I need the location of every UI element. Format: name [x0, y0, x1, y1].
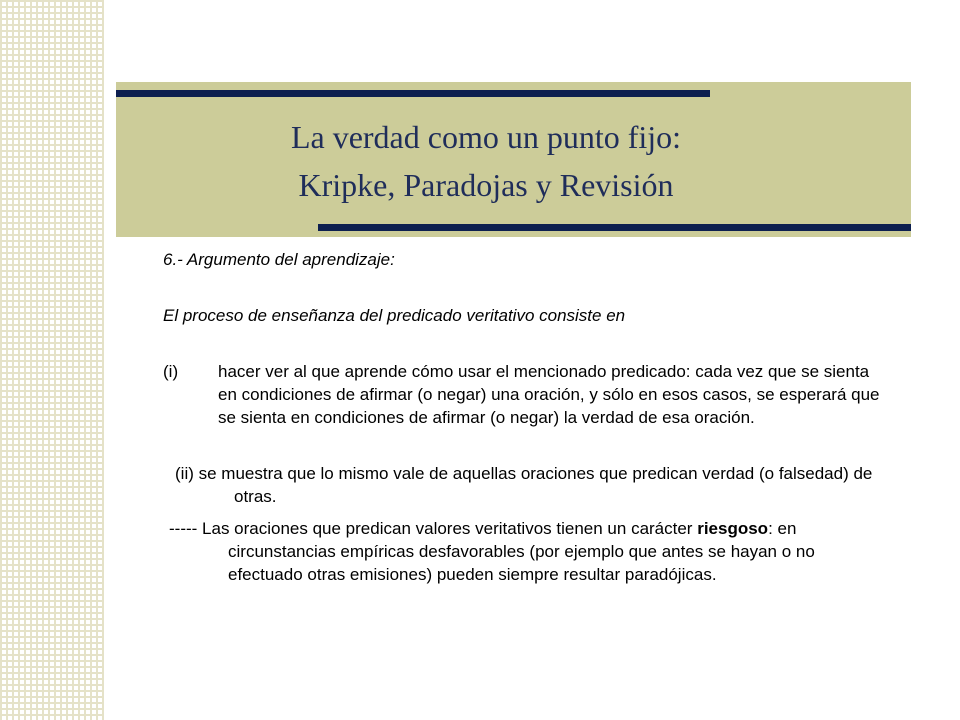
slide-title [116, 113, 856, 209]
note-paragraph [169, 517, 883, 586]
list-item-1-marker: (i) [163, 362, 179, 381]
slide-body [163, 248, 883, 586]
note-suffix: : en circunstancias empíricas desfavorables (por ejemplo que antes se hayan o no efectuado otras emisiones) pueden siempre resultar paradójicas. [228, 519, 815, 584]
intro-text: El proceso de enseñanza del predicado veritativo consiste en [163, 306, 626, 325]
section-heading: 6.- Argumento del aprendizaje: [163, 250, 395, 269]
title-bottom-rule [318, 224, 911, 231]
list-item-1-text: hacer ver al que aprende cómo usar el mencionado predicado: cada vez que se sienta en condiciones de afirmar (o negar) una oración, y sólo en esos casos, se esperará que se sienta en condiciones de afirmar (o negar) la verdad de esa oración. [218, 362, 880, 427]
list-item-2: (ii) se muestra que lo mismo vale de aquellas oraciones que predican verdad (o falsedad) de otras. [175, 464, 873, 506]
title-top-rule [116, 90, 710, 97]
decorative-stripe-panel [0, 0, 104, 720]
list-item-1 [163, 360, 883, 429]
slide-title-line1: La verdad como un punto fijo: [290, 119, 682, 155]
slide-title-line2: Kripke, Paradojas y Revisión [298, 167, 674, 203]
note-bold-term: riesgoso [697, 519, 769, 538]
note-prefix: ----- Las oraciones que predican valores veritativos tienen un carácter [169, 519, 698, 538]
